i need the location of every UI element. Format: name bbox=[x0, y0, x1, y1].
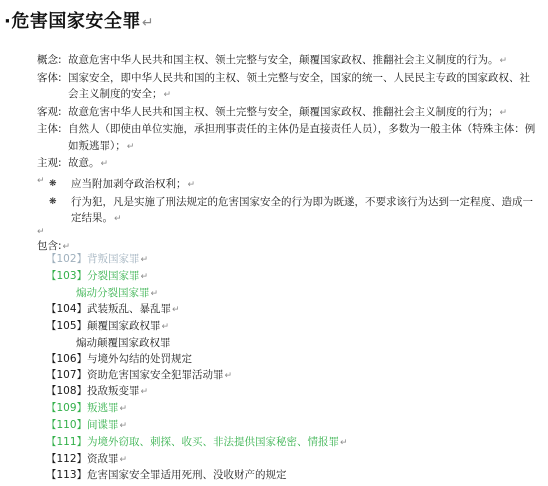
crime-item-text: 【109】叛逃罪 bbox=[46, 402, 119, 415]
definition-value: 自然人（即使由单位实施，承担刑事责任的主体仍是直接责任人员），多数为一般主体（特殊主体：例如叛逃罪）； bbox=[68, 123, 536, 152]
notes-list bbox=[49, 176, 539, 228]
crime-item bbox=[46, 269, 348, 286]
paragraph-mark-icon: ↵ bbox=[100, 159, 109, 169]
contains-section bbox=[37, 224, 70, 256]
definition-row-subject bbox=[37, 121, 537, 155]
crime-item-text: 【107】资助危害国家安全犯罪活动罪 bbox=[46, 368, 224, 381]
crime-item bbox=[46, 319, 348, 336]
definition-text bbox=[68, 155, 537, 173]
crime-item bbox=[46, 368, 348, 385]
crime-list bbox=[46, 252, 348, 484]
definition-text bbox=[68, 70, 537, 104]
definition-row-objective bbox=[37, 104, 537, 122]
definition-value: 故意危害中华人民共和国主权、领土完整与安全，颠覆国家政权、推翻社会主义制度的行为。 bbox=[68, 54, 499, 66]
bullet-icon: ❋ bbox=[49, 179, 57, 189]
definition-value: 故意。 bbox=[68, 157, 100, 169]
paragraph-mark-icon: ↵ bbox=[126, 141, 135, 152]
crime-item-text: 【105】颠覆国家政权罪 bbox=[46, 320, 161, 333]
crime-item-text: 【103】分裂国家罪 bbox=[46, 269, 140, 282]
paragraph-mark-icon: ↵ bbox=[499, 107, 508, 118]
crime-item bbox=[46, 302, 348, 319]
paragraph-mark-icon: ↵ bbox=[172, 305, 180, 316]
paragraph-mark-icon: ↵ bbox=[224, 370, 233, 381]
crime-item bbox=[46, 252, 348, 269]
definitions-block bbox=[37, 52, 537, 187]
definition-row-object bbox=[37, 70, 537, 104]
crime-item bbox=[46, 384, 348, 401]
empty-paragraph: ↵ bbox=[37, 227, 45, 237]
definition-value: 故意危害中华人民共和国主权、领土完整与安全，颠覆国家政权、推翻社会主义制度的行为； bbox=[68, 105, 499, 118]
paragraph-mark-icon: ↵ bbox=[119, 454, 128, 465]
definition-row-concept bbox=[37, 52, 537, 70]
definition-label: 客体: bbox=[37, 71, 62, 84]
crime-item bbox=[46, 352, 348, 368]
definition-value: 国家安全，即中华人民共和国的主权、领土完整与安全，国家的统一、人民民主专政的国家政权、社会主义制度的安全； bbox=[68, 71, 530, 100]
definition-text bbox=[68, 52, 537, 70]
definition-row-subjective bbox=[37, 155, 537, 173]
note-item bbox=[49, 194, 539, 228]
note-item bbox=[49, 176, 539, 194]
crime-item-text: 【106】与境外勾结的处罚规定 bbox=[46, 352, 193, 365]
crime-item bbox=[46, 452, 348, 469]
definition-label: 主体: bbox=[37, 123, 62, 135]
paragraph-mark-icon: ↵ bbox=[163, 90, 172, 100]
crime-item bbox=[46, 435, 348, 452]
definition-label: 客观: bbox=[37, 105, 62, 118]
bullet-icon: ❋ bbox=[49, 196, 57, 207]
section-title-text: ·危害国家安全罪 bbox=[4, 11, 141, 32]
crime-item-text: 【108】投敌叛变罪 bbox=[46, 385, 140, 398]
paragraph-mark-icon: ↵ bbox=[161, 322, 170, 333]
definition-text bbox=[68, 121, 537, 155]
heading-row bbox=[4, 7, 154, 33]
paragraph-mark-icon: ↵ bbox=[340, 437, 348, 448]
paragraph-mark-icon: ↵ bbox=[150, 288, 159, 299]
paragraph-mark-icon: ↵ bbox=[62, 242, 71, 252]
paragraph-mark-icon: ↵ bbox=[114, 214, 122, 224]
paragraph-mark-icon: ↵ bbox=[140, 387, 149, 398]
crime-item bbox=[46, 468, 348, 484]
paragraph-mark-icon: ↵ bbox=[140, 255, 149, 265]
paragraph-mark-icon: ↵ bbox=[187, 180, 196, 190]
section-title bbox=[4, 7, 154, 33]
definition-label: 主观: bbox=[37, 157, 62, 169]
definition-text bbox=[68, 104, 537, 122]
crime-sub-item bbox=[46, 336, 348, 352]
paragraph-mark-icon: ↵ bbox=[119, 404, 128, 415]
note-text bbox=[71, 176, 539, 194]
contains-label: 包含: bbox=[37, 240, 62, 252]
crime-item-text: 【112】资敌罪 bbox=[46, 452, 119, 465]
crime-item bbox=[46, 401, 348, 418]
crime-item-text: 【111】为境外窃取、刺探、收买、非法提供国家秘密、情报罪 bbox=[46, 435, 340, 448]
note-value: 应当附加剥夺政治权利； bbox=[71, 178, 187, 190]
crime-item-text: 煽动分裂国家罪 bbox=[76, 286, 150, 299]
empty-paragraph: ↵ bbox=[37, 175, 45, 186]
paragraph-mark-icon: ↵ bbox=[140, 271, 149, 282]
definition-label: 概念: bbox=[37, 54, 62, 66]
crime-sub-item bbox=[46, 286, 348, 303]
paragraph-mark-icon: ↵ bbox=[141, 15, 155, 31]
crime-item bbox=[46, 418, 348, 435]
crime-item-text: 煽动颠覆国家政权罪 bbox=[76, 336, 171, 349]
paragraph-mark-icon: ↵ bbox=[119, 420, 128, 431]
note-value: 行为犯，凡是实施了刑法规定的危害国家安全的行为即为既遂，不要求该行为达到一定程度、造成一定结果。 bbox=[71, 195, 533, 224]
crime-item-text: 【104】武装叛乱、暴乱罪 bbox=[46, 303, 172, 316]
crime-item-text: 【113】危害国家安全罪适用死刑、没收财产的规定 bbox=[46, 469, 287, 482]
crime-item-text: 【102】背叛国家罪 bbox=[46, 253, 140, 265]
note-text bbox=[71, 194, 539, 228]
crime-item-text: 【110】间谍罪 bbox=[46, 418, 119, 431]
paragraph-mark-icon: ↵ bbox=[499, 56, 508, 66]
